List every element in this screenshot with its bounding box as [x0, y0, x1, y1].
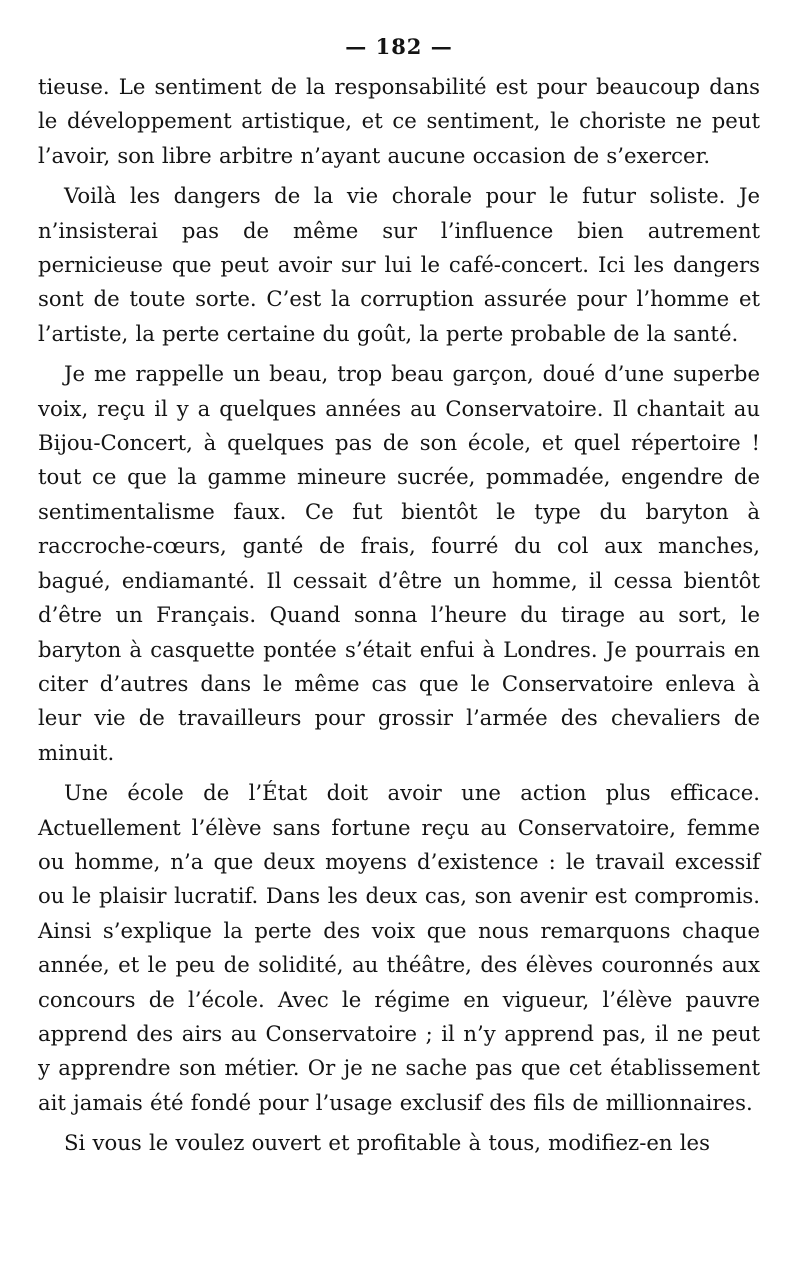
paragraph-final: Si vous le voulez ouvert et profitable à tous, modifiez-en les	[64, 1130, 710, 1156]
paragraph-ecole: Une école de l’État doit avoir une action plus efficace. Actuellement l’élève sans fortune reçu au Conservatoire, femme ou homme, n’a que deux moyens d’existence : le travail excessif ou le plaisir lucratif. Dans les deux cas, son avenir est compromis. Ainsi s’explique la perte des voix que nous remarquons chaque année, et le peu de solidité, au théâtre, des élèves couronnés aux concours de l’école. Avec le régime en vigueur, l’élève pauvre apprend des airs au Conservatoire ; il n’y apprend pas, il ne peut y apprendre son métier. Or je ne sache pas que cet établissement ait jamais été fondé pour l’usage exclusif des fils de millionnaires.	[38, 780, 760, 1115]
paragraph-continuation: tieuse. Le sentiment de la responsabilité est pour beaucoup dans le développement artistique, et ce sentiment, le choriste ne peut l’avoir, son libre arbitre n’ayant aucune occasion de s’exercer.	[38, 74, 760, 168]
body-text	[38, 70, 760, 1161]
paragraph-baryton: Je me rappelle un beau, trop beau garçon, doué d’une superbe voix, reçu il y a quelques années au Conservatoire. Il chantait au Bijou-Concert, à quelques pas de son école, et quel répertoire ! tout ce que la gamme mineure sucrée, pommadée, engendre de sentimentalisme faux. Ce fut bientôt le type du baryton à raccroche-cœurs, ganté de frais, fourré du col aux manches, bagué, endiamanté. Il cessait d’être un homme, il cessa bientôt d’être un Français. Quand sonna l’heure du tirage au sort, le baryton à casquette pontée s’était enfui à Londres. Je pourrais en citer d’autres dans le même cas que le Conservatoire enleva à leur vie de travailleurs pour grossir l’armée des chevaliers de minuit.	[38, 361, 760, 765]
paragraph-dangers: Voilà les dangers de la vie chorale pour le futur soliste. Je n’insisterai pas de même sur l’influence bien autrement pernicieuse que peut avoir sur lui le café-concert. Ici les dangers sont de toute sorte. C’est la corruption assurée pour l’homme et l’artiste, la perte certaine du goût, la perte probable de la santé.	[38, 183, 760, 346]
page-number: — 182 —	[345, 34, 453, 59]
